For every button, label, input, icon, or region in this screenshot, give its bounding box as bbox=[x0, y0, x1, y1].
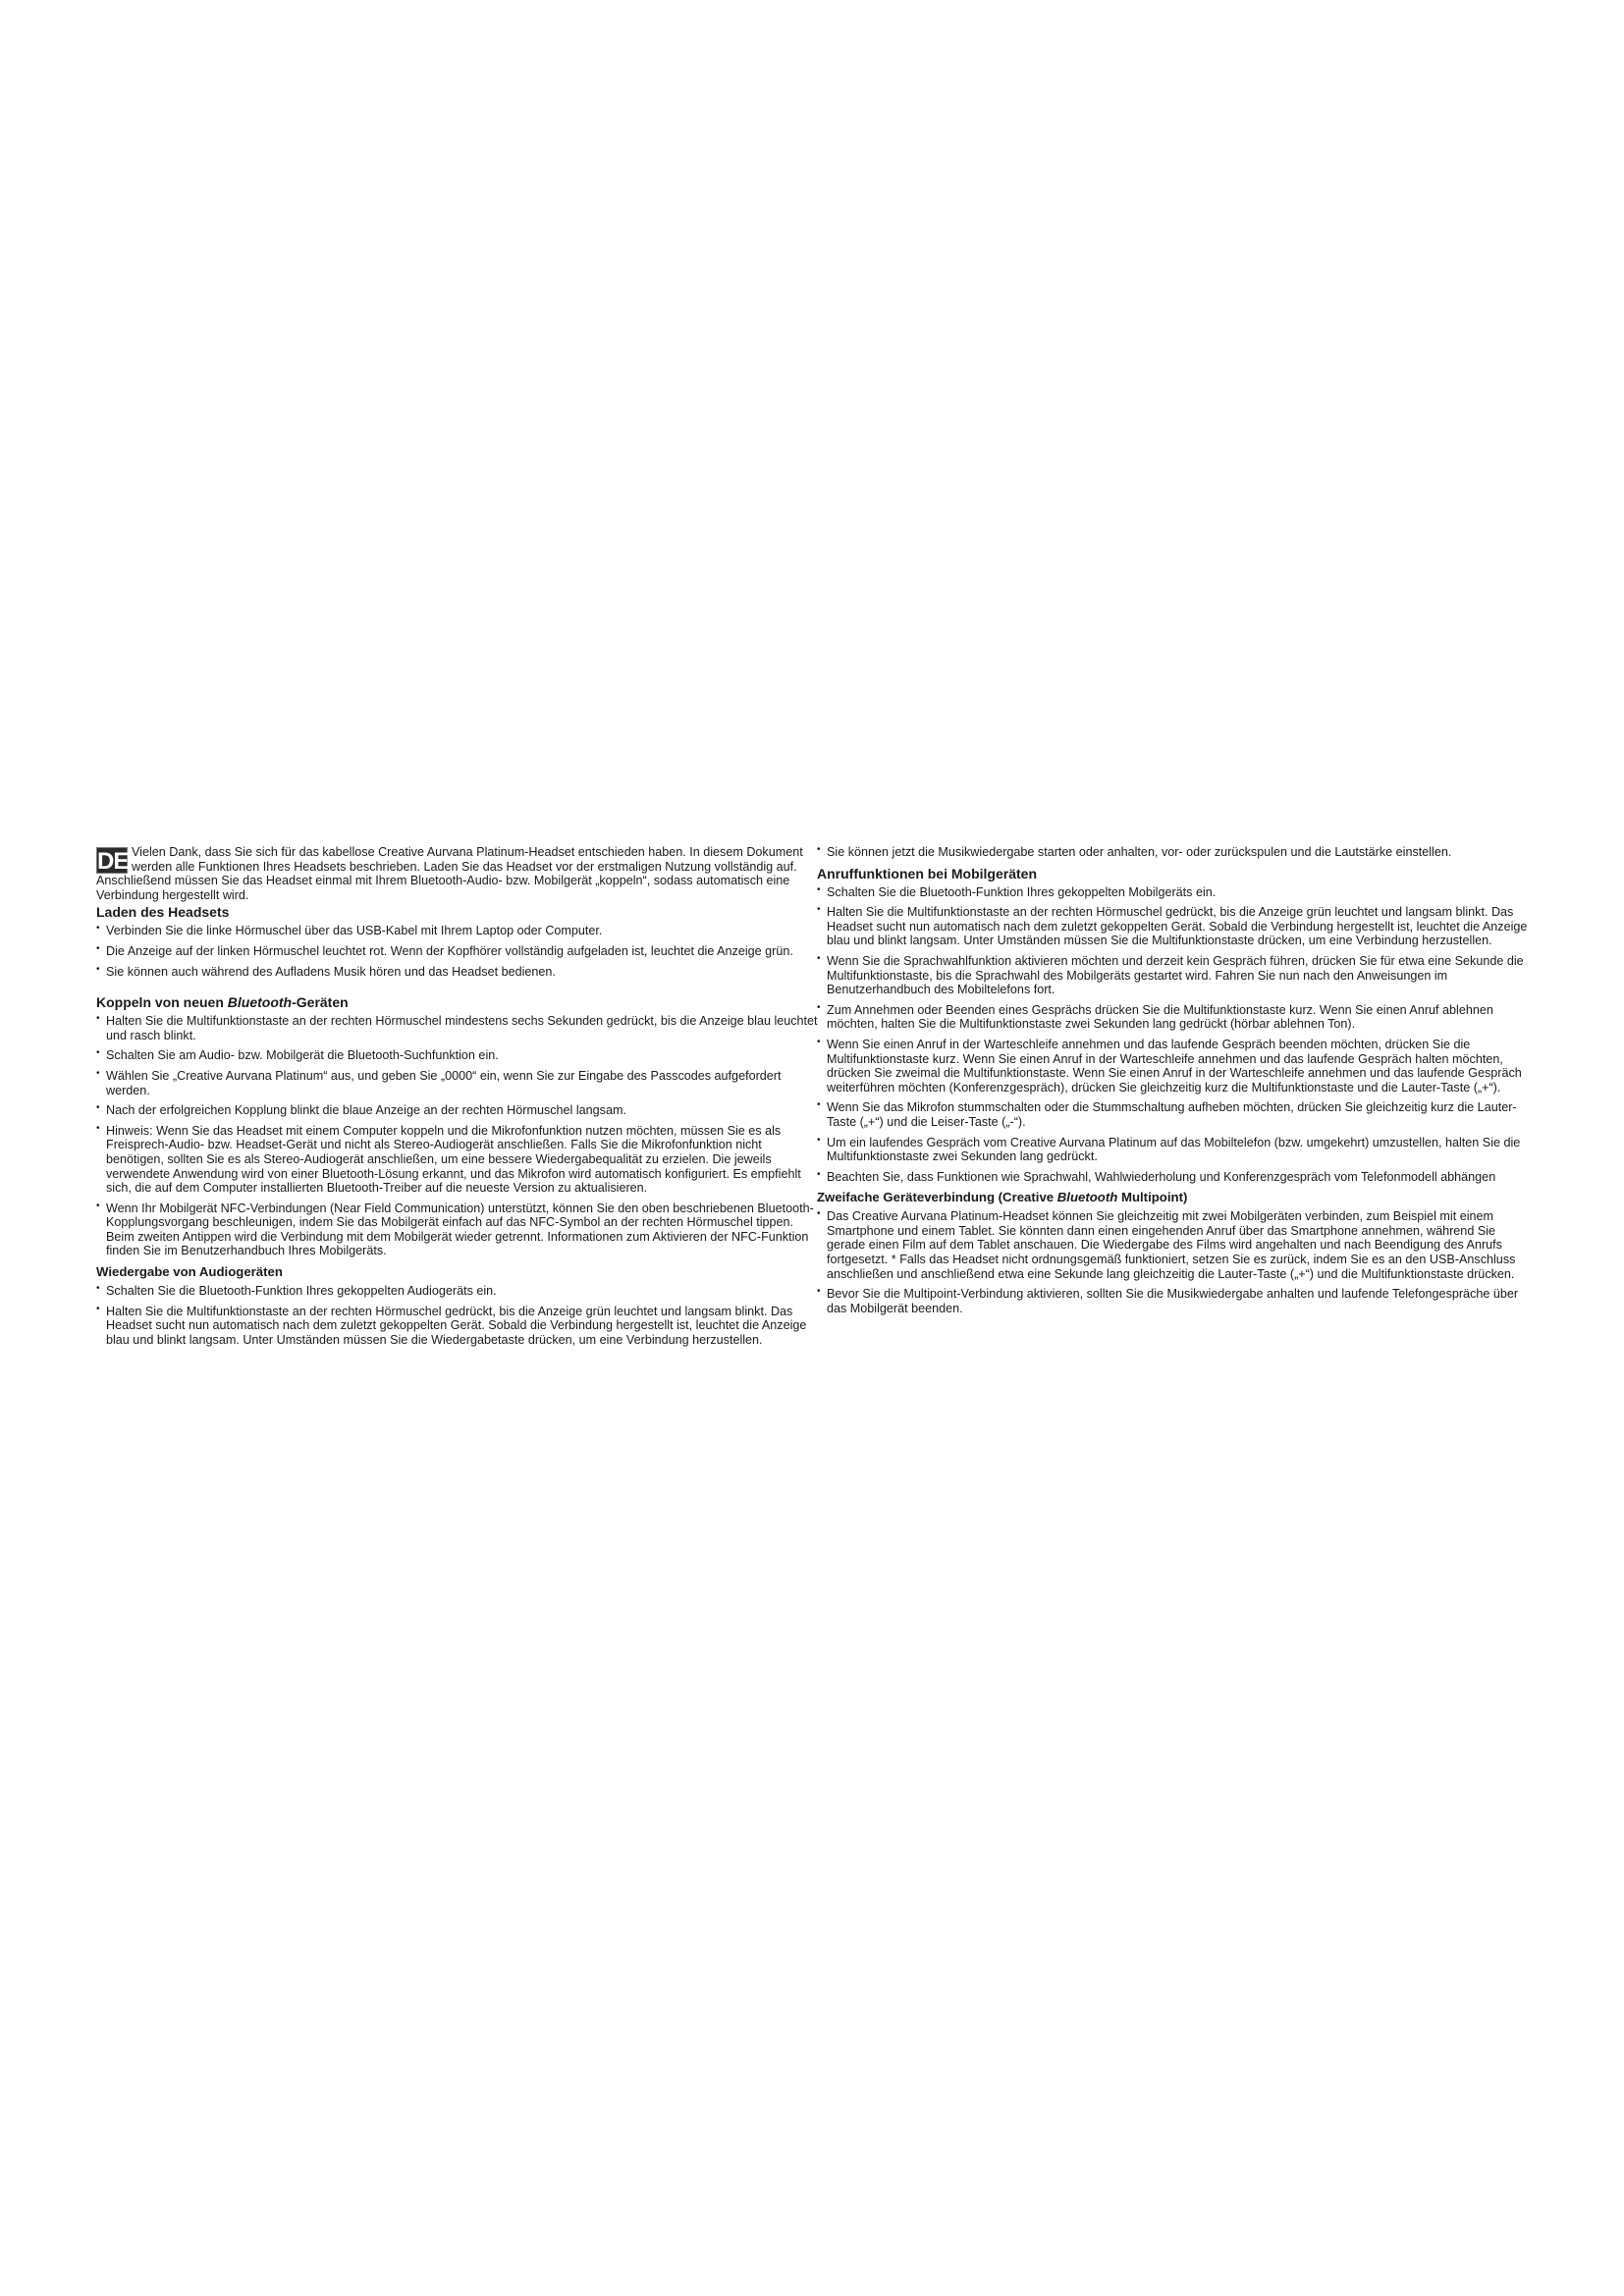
calls-list bbox=[817, 885, 1534, 1185]
list-item: • Wenn Ihr Mobilgerät NFC-Verbindungen (Near Field Communication) unterstützt, können Sie den oben beschriebenen Bluetooth-Kopplungsvorgang beschleunigen, indem Sie das Mobilgerät einfach auf das NFC-Symbol an der rechten Hörmuschel tippen. Beim zweiten Antippen wird die Verbindung mit dem Mobilgerät wieder getrennt. Informationen zum Aktivieren der NFC-Funktion finden Sie im Benutzerhandbuch Ihres Mobilgeräts. bbox=[96, 1200, 814, 1258]
bullet-icon: • bbox=[96, 1200, 100, 1211]
bullet-icon: • bbox=[96, 942, 100, 954]
list-item: • Sie können jetzt die Musikwiedergabe starten oder anhalten, vor- oder zurückspulen und die Lautstärke einstellen. bbox=[817, 844, 1452, 859]
bullet-icon: • bbox=[96, 1283, 100, 1295]
list-item: • Um ein laufendes Gespräch vom Creative Aurvana Platinum auf das Mobiltelefon (bzw. umgekehrt) umzustellen, halten Sie die Multifunktionstaste zwei Sekunden lang gedrückt. bbox=[817, 1134, 1521, 1164]
section-heading-multipoint: Zweifache Geräteverbindung (Creative Bluetooth Multipoint) bbox=[817, 1190, 1188, 1205]
section-heading-playback: Wiedergabe von Audiogeräten bbox=[96, 1264, 283, 1280]
right-column bbox=[817, 845, 1534, 1321]
list-item: • Zum Annehmen oder Beenden eines Gesprächs drücken Sie die Multifunktionstaste kurz. Wenn Sie einen Anruf ablehnen möchten, halten Sie die Multifunktionstaste zwei Sekunden lang gedrückt (hörbar ablehnen Ton). bbox=[817, 1001, 1493, 1032]
list-item: • Das Creative Aurvana Platinum-Headset können Sie gleichzeitig mit zwei Mobilgeräten verbinden, zum Beispiel mit einem Smartphone und einem Tablet. Sie könnten dann einen eingehenden Anruf über das Smartphone annehmen, während Sie gerade einen Film auf dem Tablet anschauen. Die Wiedergabe des Films wird angehalten und nach Beendigung des Anrufs fortgesetzt. * Falls das Headset nicht ordnungsgemäß funktioniert, setzen Sie es zurück, indem Sie es an den USB-Anschluss anschließen und anschließend etwa eine Sekunde lang gleichzeitig die Lauter-Taste („+“) und die Multifunktionstaste drücken. bbox=[817, 1208, 1516, 1281]
bullet-icon: • bbox=[817, 1001, 821, 1013]
section-heading-calls: Anruffunktionen bei Mobilgeräten bbox=[817, 865, 1037, 881]
list-item: • Wenn Sie das Mikrofon stummschalten oder die Stummschaltung aufheben möchten, drücken Sie gleichzeitig kurz die Lauter-Taste („+“) und die Leiser-Taste („-“). bbox=[817, 1099, 1517, 1129]
bullet-icon: • bbox=[817, 1134, 821, 1146]
list-item: • Beachten Sie, dass Funktionen wie Sprachwahl, Wahlwiederholung und Konferenzgespräch vom Telefonmodell abhängen bbox=[817, 1168, 1496, 1184]
left-column bbox=[96, 845, 823, 1353]
charging-list bbox=[96, 924, 823, 979]
bullet-icon: • bbox=[96, 1067, 100, 1079]
playback-continued-list bbox=[817, 845, 1534, 860]
list-item: • Die Anzeige auf der linken Hörmuschel leuchtet rot. Wenn der Kopfhörer vollständig aufgeladen ist, leuchtet die Anzeige grün. bbox=[96, 942, 793, 958]
section-heading-pairing: Koppeln von neuen Bluetooth-Geräten bbox=[96, 994, 349, 1011]
list-item: • Halten Sie die Multifunktionstaste an der rechten Hörmuschel gedrückt, bis die Anzeige grün leuchtet und langsam blinkt. Das Headset sucht nun automatisch nach dem zuletzt gekoppelten Gerät. Sobald die Verbindung hergestellt ist, leuchtet die Anzeige blau und blinkt langsam. Unter Umständen müssen Sie die Multifunktionstaste drücken, um eine Verbindung herzustellen. bbox=[817, 904, 1528, 948]
list-item: • Halten Sie die Multifunktionstaste an der rechten Hörmuschel mindestens sechs Sekunden gedrückt, bis die Anzeige blau leuchtet und rasch blinkt. bbox=[96, 1013, 818, 1042]
list-item: • Halten Sie die Multifunktionstaste an der rechten Hörmuschel gedrückt, bis die Anzeige grün leuchtet und langsam blinkt. Das Headset sucht nun automatisch nach dem zuletzt gekoppelten Gerät. Sobald die Verbindung hergestellt ist, leuchtet die Anzeige blau und blinkt langsam. Unter Umständen müssen Sie die Wiedergabetaste drücken, um eine Verbindung herzustellen. bbox=[96, 1303, 807, 1347]
list-item: • Nach der erfolgreichen Kopplung blinkt die blaue Anzeige an der rechten Hörmuschel langsam. bbox=[96, 1102, 626, 1118]
bullet-icon: • bbox=[96, 923, 100, 934]
list-item: • Schalten Sie die Bluetooth-Funktion Ihres gekoppelten Mobilgeräts ein. bbox=[817, 883, 1217, 899]
bullet-icon: • bbox=[96, 1013, 100, 1025]
bullet-icon: • bbox=[817, 844, 821, 855]
bullet-icon: • bbox=[817, 1036, 821, 1047]
list-item: • Wenn Sie einen Anruf in der Warteschleife annehmen und das laufende Gespräch beenden möchten, drücken Sie die Multifunktionstaste kurz. Wenn Sie einen Anruf in der Warteschleife annehmen und das laufende Gespräch halten möchten, drücken Sie zweimal die Multifunktionstaste. Wenn Sie einen Anruf in der Warteschleife annehmen und das laufende Gespräch weiterführen möchten (Konferenzgespräch), drücken Sie gleichzeitig kurz die Multifunktionstaste und die Lauter-Taste („+“). bbox=[817, 1036, 1522, 1095]
intro-text: Vielen Dank, dass Sie sich für das kabellose Creative Aurvana Platinum-Headset entschieden haben. In diesem Dokument werden alle Funktionen Ihres Headsets beschrieben. Laden Sie das Headset vor der erstmaligen Nutzung vollständig auf. Anschließend müssen Sie das Headset einmal mit Ihrem Bluetooth-Audio- bzw. Mobilgerät „koppeln“, sodass automatisch eine Verbindung hergestellt wird. bbox=[96, 845, 803, 902]
bullet-icon: • bbox=[96, 963, 100, 975]
language-badge: DE bbox=[97, 848, 129, 875]
list-item: • Wenn Sie die Sprachwahlfunktion aktivieren möchten und derzeit kein Gespräch führen, drücken Sie für etwa eine Sekunde die Multifunktionstaste, bis die Sprachwahl des Mobilgeräts gestartet wird. Fahren Sie nun nach den Anweisungen im Benutzerhandbuch des Mobiltelefons fort. bbox=[817, 952, 1524, 997]
bullet-icon: • bbox=[817, 1286, 821, 1298]
bullet-icon: • bbox=[817, 904, 821, 916]
list-item: • Schalten Sie am Audio- bzw. Mobilgerät die Bluetooth-Suchfunktion ein. bbox=[96, 1047, 499, 1063]
pairing-list bbox=[96, 1014, 823, 1258]
multipoint-list bbox=[817, 1209, 1534, 1315]
intro-paragraph bbox=[96, 845, 823, 902]
playback-list bbox=[96, 1284, 823, 1347]
list-item: • Schalten Sie die Bluetooth-Funktion Ihres gekoppelten Audiogeräts ein. bbox=[96, 1283, 497, 1299]
list-item: • Verbinden Sie die linke Hörmuschel über das USB-Kabel mit Ihrem Laptop oder Computer. bbox=[96, 923, 603, 938]
list-item: • Wählen Sie „Creative Aurvana Platinum“ aus, und geben Sie „0000“ ein, wenn Sie zur Eingabe des Passcodes aufgefordert werden. bbox=[96, 1067, 782, 1097]
bullet-icon: • bbox=[817, 1208, 821, 1220]
list-item: • Sie können auch während des Aufladens Musik hören und das Headset bedienen. bbox=[96, 963, 556, 979]
list-item: • Bevor Sie die Multipoint-Verbindung aktivieren, sollten Sie die Musikwiedergabe anhalten und laufende Telefongespräche über das Mobilgerät beenden. bbox=[817, 1286, 1519, 1315]
list-item: • Hinweis: Wenn Sie das Headset mit einem Computer koppeln und die Mikrofonfunktion nutzen möchten, müssen Sie es als Freisprech-Audio- bzw. Headset-Gerät und nicht als Stereo-Audiogerät anschließen. Falls Sie die Mikrofonfunktion nicht benötigen, sollten Sie es als Stereo-Audiogerät anschließen, um eine bessere Wiedergabequalität zu erzielen. Die jeweils verwendete Anwendung wird von einer Bluetooth-Lösung erkannt, und das Mikrofon wird automatisch konfiguriert. Es empfiehlt sich, die auf dem Computer installierten Bluetooth-Treiber auf die neueste Version zu aktualisieren. bbox=[96, 1122, 801, 1196]
section-heading-charging: Laden des Headsets bbox=[96, 904, 230, 921]
bullet-icon: • bbox=[817, 1168, 821, 1180]
bullet-icon: • bbox=[817, 1099, 821, 1111]
bullet-icon: • bbox=[817, 883, 821, 895]
bullet-icon: • bbox=[96, 1122, 100, 1134]
bullet-icon: • bbox=[96, 1047, 100, 1059]
bullet-icon: • bbox=[96, 1303, 100, 1314]
bullet-icon: • bbox=[817, 952, 821, 964]
bullet-icon: • bbox=[96, 1102, 100, 1114]
